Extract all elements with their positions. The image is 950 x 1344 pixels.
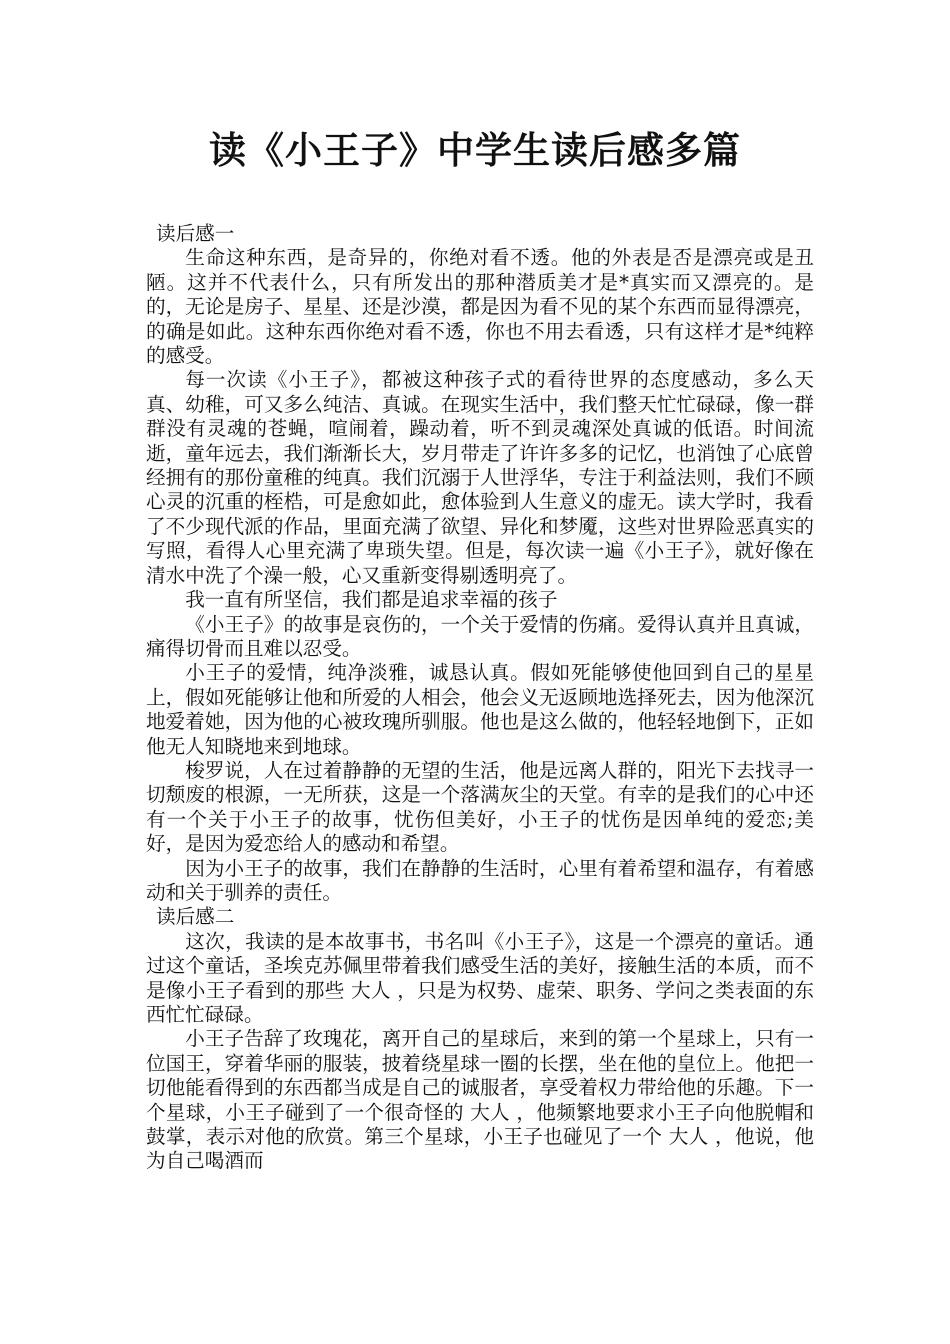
paragraph: 小王子的爱情，纯净淡雅，诚恳认真。假如死能够使他回到自己的星星上，假如死能够让他和所爱的人相会，他会义无返顾地选择死去，因为他深沉地爱着她，因为他的心被玫瑰所驯服。他也是这么做的，他轻轻地倒下，正如他无人知晓地来到地球。 <box>146 661 814 758</box>
section-heading-1: 读后感一 <box>156 222 235 245</box>
paragraph: 梭罗说，人在过着静静的无望的生活，他是远离人群的，阳光下去找寻一切颓废的根源，一无所获，这是一个落满灰尘的天堂。有幸的是我们的心中还有一个关于小王子的故事，忧伤但美好，小王子的忧伤是因单纯的爱恋;美好，是因为爱恋给人的感动和希望。 <box>146 758 814 856</box>
paragraph: 因为小王子的故事，我们在静静的生活时，心里有着希望和温存，有着感动和关于驯养的责任。 <box>146 856 814 904</box>
paragraph: 这次，我读的是本故事书，书名叫《小王子》，这是一个漂亮的童话。通过这个童话，圣埃克苏佩里带着我们感受生活的美好，接触生活的本质，而不是像小王子看到的那些 大人 ，只是为权势、虚荣、职务、学问之类表面的东西忙忙碌碌。 <box>146 929 814 1026</box>
section-heading-2: 读后感二 <box>156 905 235 929</box>
paragraph: 小王子告辞了玫瑰花，离开自己的星球后，来到的第一个星球上，只有一位国王，穿着华丽的服装，披着绕星球一圈的长摆，坐在他的皇位上。他把一切他能看得到的东西都当成是自己的诚服者，享受着权力带给他的乐趣。下一个星球，小王子碰到了一个很奇怪的 大人 ，他频繁地要求小王子向他脱帽和鼓掌，表示对他的欣赏。第三个星球，小王子也碰见了一个 大人 ，他说，他为自己喝酒而 <box>146 1027 814 1173</box>
document-title: 读《小王子》中学生读后感多篇 <box>209 129 741 172</box>
paragraph: 每一次读《小王子》，都被这种孩子式的看待世界的态度感动，多么天真、幼稚，可又多么纯洁、真诚。在现实生活中，我们整天忙忙碌碌，像一群群没有灵魂的苍蝇，喧闹着，躁动着，听不到灵魂深处真诚的低语。时间流逝，童年远去，我们渐渐长大，岁月带走了许许多多的记忆，也消蚀了心底曾经拥有的那份童稚的纯真。我们沉溺于人世浮华，专注于利益法则，我们不顾心灵的沉重的桎梏，可是愈如此，愈体验到人生意义的虚无。读大学时，我看了不少现代派的作品，里面充满了欲望、异化和梦魇，这些对世界险恶真实的写照，看得人心里充满了卑琐失望。但是，每次读一遍《小王子》，就好像在清水中洗了个澡一般，心又重新变得剔透明亮了。 <box>146 368 814 587</box>
paragraph: 生命这种东西，是奇异的，你绝对看不透。他的外表是否是漂亮或是丑陋。这并不代表什么，只有所发出的那种潜质美才是*真实而又漂亮的。是的，无论是房子、星星、还是沙漠，都是因为看不见的某个东西而显得漂亮，的确是如此。这种东西你绝对看不透，你也不用去看透，只有这样才是*纯粹的感受。 <box>146 246 814 368</box>
document-body <box>146 222 814 1174</box>
paragraph: 《小王子》的故事是哀伤的，一个关于爱情的伤痛。爱得认真并且真诚，痛得切骨而且难以忍受。 <box>146 612 814 660</box>
paragraph: 我一直有所坚信，我们都是追求幸福的孩子 <box>185 588 558 612</box>
